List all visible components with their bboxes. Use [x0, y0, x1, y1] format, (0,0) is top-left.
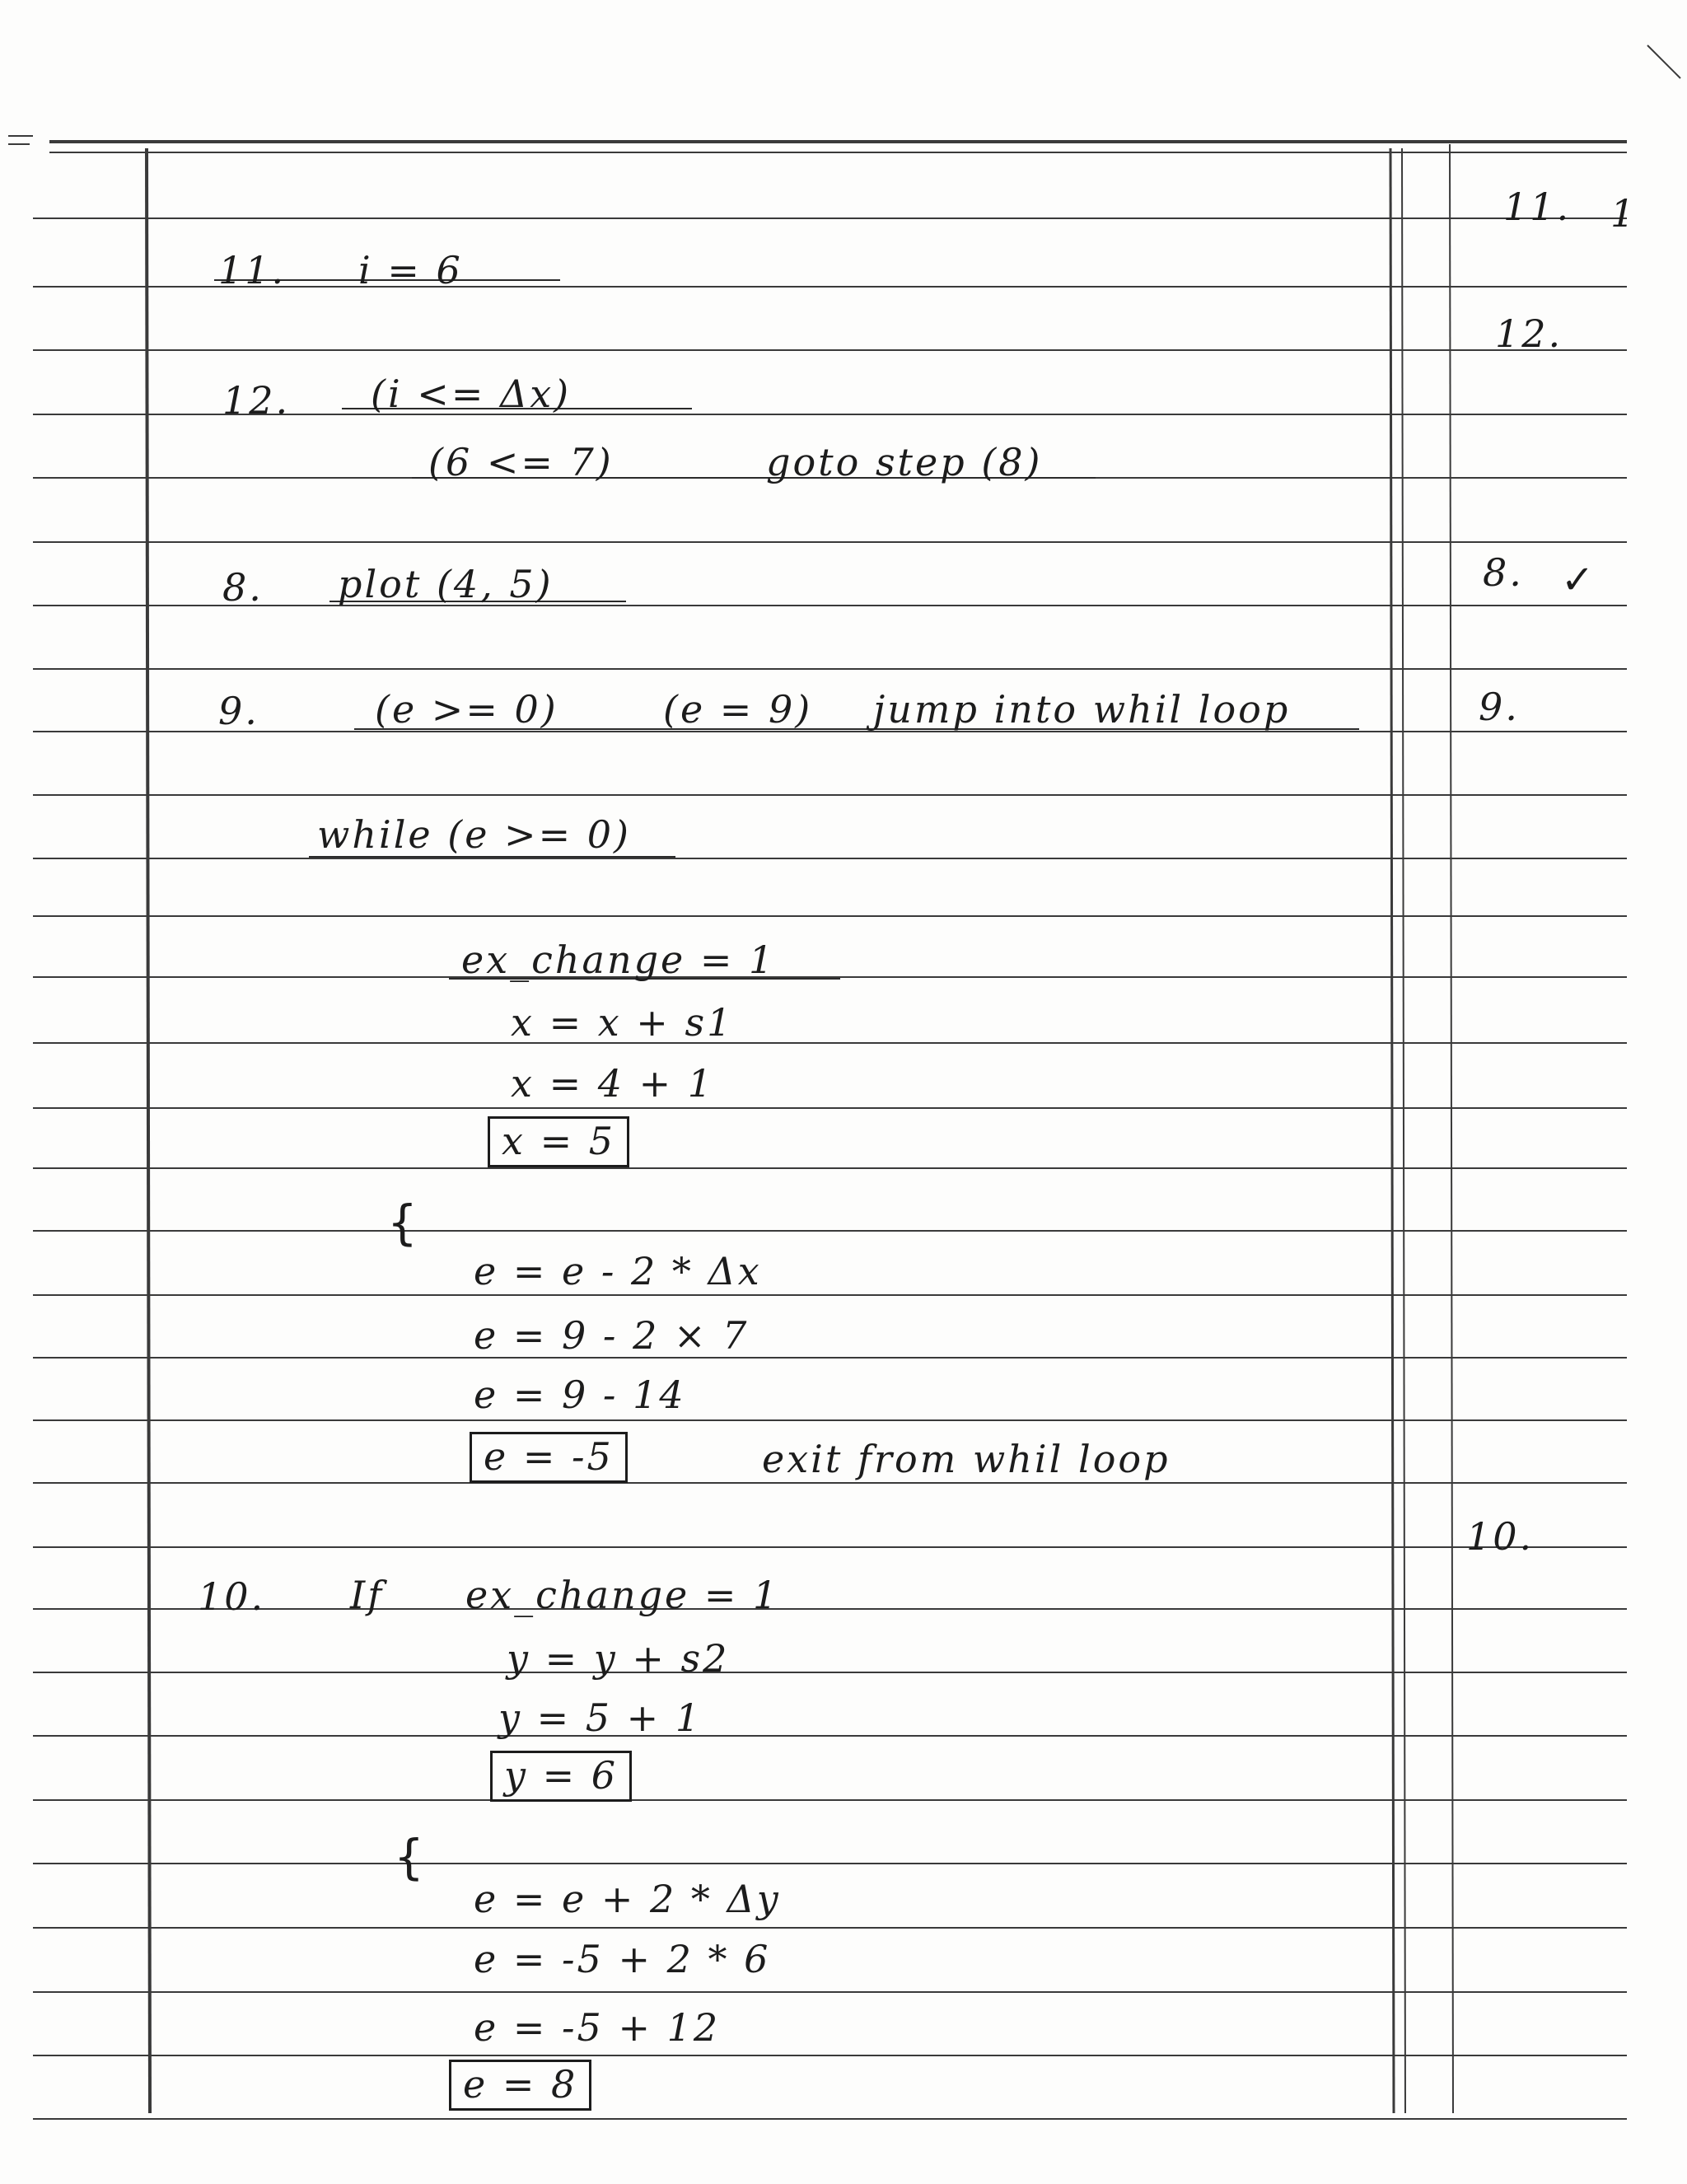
- step-9-condition: (e >= 0): [375, 687, 558, 732]
- block3-e-result: e = 8: [449, 2060, 591, 2111]
- step-12-condition: (i <= Δx): [371, 372, 572, 416]
- step-10-y-substituted: y = 5 + 1: [498, 1695, 703, 1740]
- margin-number-12: 12.: [1495, 311, 1563, 356]
- block3-e-simplified: e = -5 + 12: [474, 2005, 721, 2050]
- step-9-value: (e = 9): [663, 687, 813, 732]
- margin-number-8: 8.: [1483, 550, 1524, 595]
- block1-x-formula: x = x + s1: [511, 1000, 734, 1045]
- step-11-number: 11.: [218, 248, 287, 292]
- step-9-number: 9.: [218, 689, 259, 733]
- block3-e-substituted: e = -5 + 2 * 6: [474, 1937, 771, 1981]
- step-10-number: 10.: [198, 1574, 266, 1619]
- margin-number-9: 9.: [1479, 685, 1520, 729]
- step-10-keyword: If: [350, 1573, 385, 1617]
- step-9-note: jump into whil loop: [873, 687, 1291, 732]
- step-10-condition: ex_change = 1: [465, 1573, 780, 1617]
- step-11-expression: i = 6: [358, 248, 463, 292]
- step-10-y-result: y = 6: [490, 1751, 632, 1802]
- step-8-number: 8.: [222, 565, 264, 610]
- while-header: while (e >= 0): [317, 812, 631, 857]
- block1-x-substituted: x = 4 + 1: [511, 1061, 715, 1106]
- block2-e-formula: e = e - 2 * Δx: [474, 1249, 762, 1293]
- check-mark-icon: ✓: [1561, 557, 1595, 603]
- step-12-number: 12.: [222, 378, 291, 423]
- step-12-action: goto step (8): [766, 440, 1043, 484]
- block2-exit-note: exit from whil loop: [762, 1437, 1171, 1481]
- margin-number-11b: 1: [1610, 191, 1638, 236]
- step-10-y-formula: y = y + s2: [507, 1636, 730, 1681]
- margin-number-10: 10.: [1466, 1514, 1535, 1559]
- brace-mark-2: {: [394, 1829, 424, 1885]
- block2-e-result: e = -5: [470, 1432, 628, 1483]
- step-8-expression: plot (4, 5): [338, 562, 554, 606]
- block3-e-formula: e = e + 2 * Δy: [474, 1877, 781, 1921]
- block2-e-simplified: e = 9 - 14: [474, 1373, 686, 1417]
- block1-exchange: ex_change = 1: [461, 938, 776, 982]
- block2-e-substituted: e = 9 - 2 × 7: [474, 1313, 750, 1358]
- brace-mark: {: [387, 1195, 418, 1251]
- margin-number-11: 11.: [1503, 185, 1572, 229]
- block1-x-result: x = 5: [488, 1116, 629, 1167]
- step-12-evaluation: (6 <= 7): [428, 440, 614, 484]
